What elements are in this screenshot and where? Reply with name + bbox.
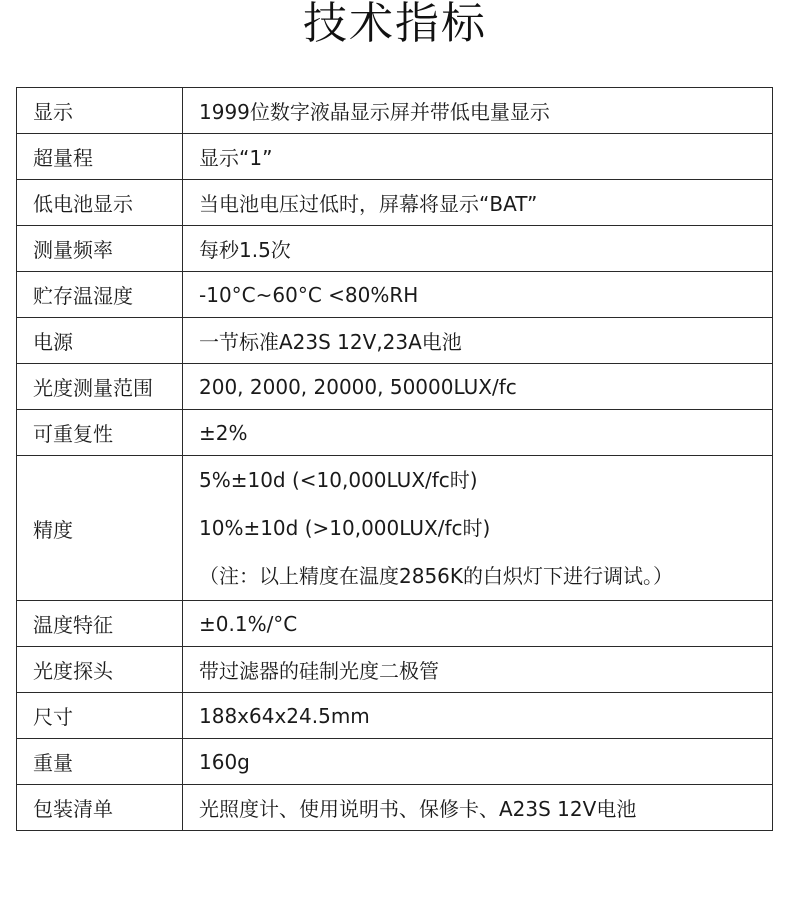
table-row bbox=[17, 739, 773, 785]
row-value: 160g bbox=[183, 739, 773, 785]
row-label: 测量频率 bbox=[17, 226, 183, 272]
row-label: 显示 bbox=[17, 88, 183, 134]
row-label: 尺寸 bbox=[17, 693, 183, 739]
row-label: 温度特征 bbox=[17, 601, 183, 647]
row-label: 精度 bbox=[17, 456, 183, 601]
row-value: 显示“1” bbox=[183, 134, 773, 180]
table-row bbox=[17, 226, 773, 272]
page-title: 技术指标 bbox=[303, 0, 487, 49]
table-row bbox=[17, 601, 773, 647]
row-value: 188x64x24.5mm bbox=[183, 693, 773, 739]
row-value: 1999位数字液晶显示屏并带低电量显示 bbox=[183, 88, 773, 134]
row-label: 可重复性 bbox=[17, 410, 183, 456]
row-label: 超量程 bbox=[17, 134, 183, 180]
accuracy-line: 10%±10d (>10,000LUX/fc时) bbox=[199, 516, 491, 540]
row-value: 一节标准A23S 12V,23A电池 bbox=[183, 318, 773, 364]
table-row bbox=[17, 647, 773, 693]
row-value: 每秒1.5次 bbox=[183, 226, 773, 272]
table-row bbox=[17, 785, 773, 831]
row-value: 当电池电压过低时，屏幕将显示“BAT” bbox=[183, 180, 773, 226]
spec-table bbox=[16, 87, 773, 831]
row-value: 200, 2000, 20000, 50000LUX/fc bbox=[183, 364, 773, 410]
table-row bbox=[17, 693, 773, 739]
row-label: 光度探头 bbox=[17, 647, 183, 693]
row-label: 低电池显示 bbox=[17, 180, 183, 226]
row-label: 贮存温湿度 bbox=[17, 272, 183, 318]
row-value: 带过滤器的硅制光度二极管 bbox=[183, 647, 773, 693]
table-row bbox=[17, 364, 773, 410]
accuracy-line: 5%±10d (<10,000LUX/fc时) bbox=[199, 468, 478, 492]
row-value: ±2% bbox=[183, 410, 773, 456]
table-row bbox=[17, 410, 773, 456]
row-label: 光度测量范围 bbox=[17, 364, 183, 410]
accuracy-note: （注：以上精度在温度2856K的白炽灯下进行调试。） bbox=[199, 564, 674, 588]
table-row bbox=[17, 318, 773, 364]
row-label: 电源 bbox=[17, 318, 183, 364]
row-value: 光照度计、使用说明书、保修卡、A23S 12V电池 bbox=[183, 785, 773, 831]
row-label: 重量 bbox=[17, 739, 183, 785]
table-row bbox=[17, 88, 773, 134]
table-row bbox=[17, 134, 773, 180]
row-value-multiline bbox=[183, 456, 773, 601]
row-label: 包装清单 bbox=[17, 785, 183, 831]
table-row-accuracy bbox=[17, 456, 773, 601]
table-row bbox=[17, 272, 773, 318]
table-row bbox=[17, 180, 773, 226]
row-value: ±0.1%/°C bbox=[183, 601, 773, 647]
row-value: -10°C~60°C <80%RH bbox=[183, 272, 773, 318]
